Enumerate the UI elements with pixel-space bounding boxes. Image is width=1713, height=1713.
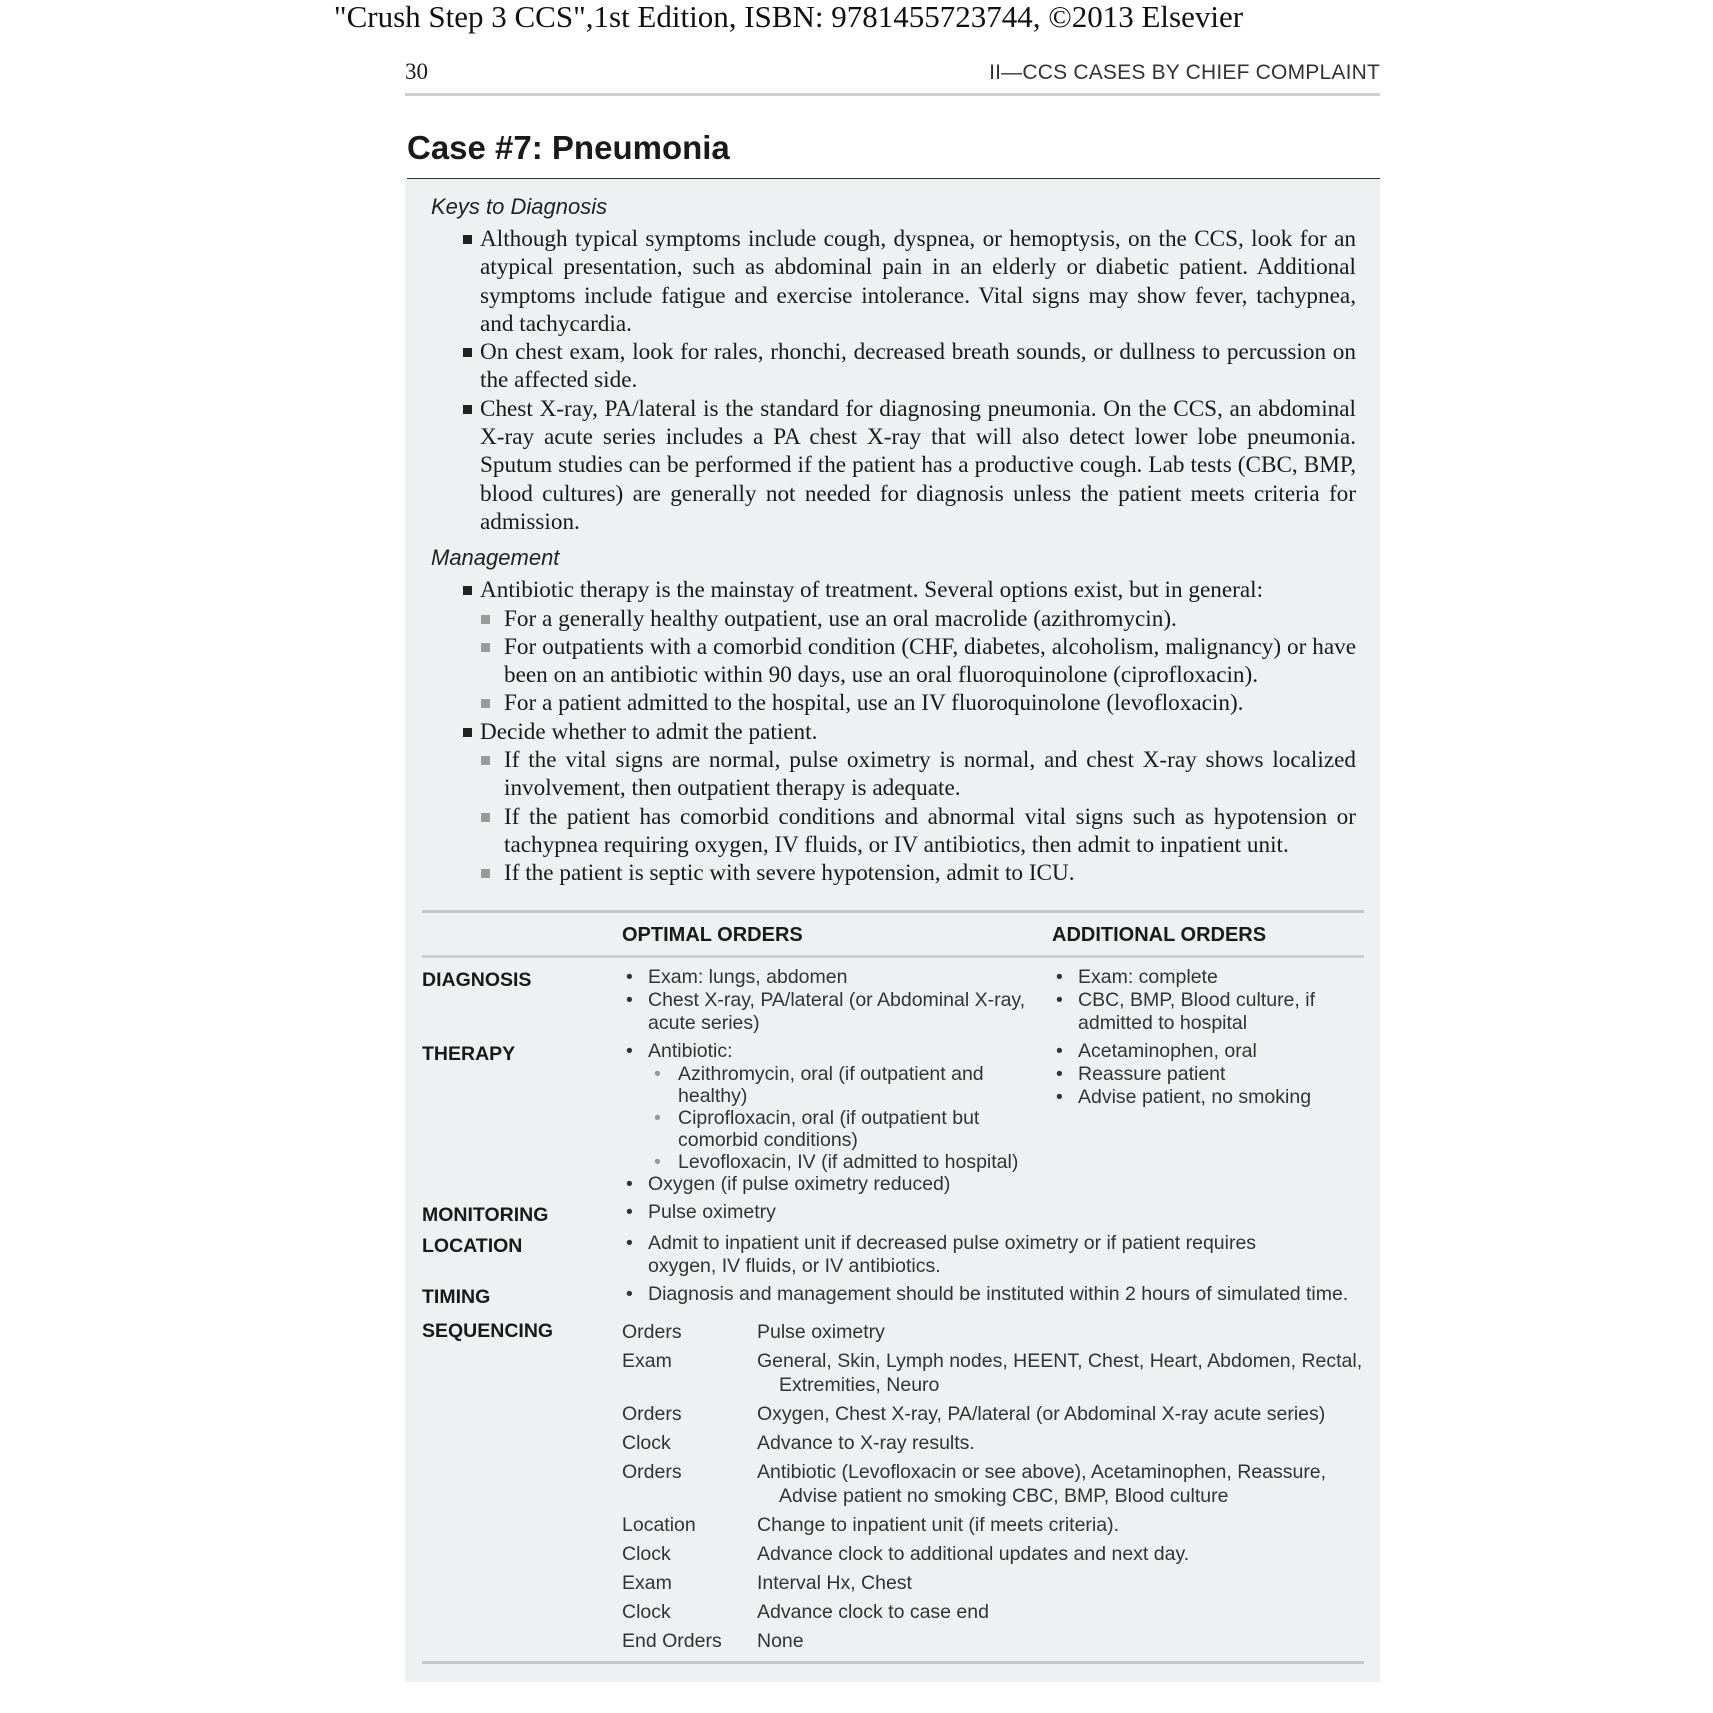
step-type: Location bbox=[622, 1513, 696, 1536]
keys-list bbox=[422, 225, 1356, 536]
sequence-step bbox=[622, 1346, 1364, 1399]
management-item-text: Antibiotic therapy is the mainstay of treatment. Several options exist, but in general: bbox=[480, 577, 1264, 604]
sequencing-steps bbox=[622, 1317, 1364, 1655]
antibiotic-option: • Azithromycin, oral (if outpatient and healthy) bbox=[648, 1063, 1052, 1107]
management-subitem: If the patient has comorbid conditions and abnormal vital signs such as hypotension or tachypnea requiring oxygen, IV fluids, or IV antibiotics, then admit to inpatient unit. bbox=[480, 803, 1356, 860]
book-page bbox=[405, 55, 1380, 1682]
step-type: Orders bbox=[622, 1402, 682, 1425]
management-list bbox=[422, 576, 1356, 887]
step-type: Exam bbox=[622, 1571, 672, 1594]
step-detail: Oxygen, Chest X-ray, PA/lateral (or Abdominal X-ray acute series) bbox=[757, 1402, 1326, 1425]
step-type: Clock bbox=[622, 1431, 671, 1454]
sequence-step bbox=[622, 1539, 1364, 1568]
sequence-step bbox=[622, 1428, 1364, 1457]
sequence-step bbox=[622, 1399, 1364, 1428]
order-item: • Acetaminophen, oral bbox=[1052, 1040, 1364, 1063]
therapy-label: THERAPY bbox=[422, 1042, 516, 1065]
case-title: Case #7: Pneumonia bbox=[407, 124, 1380, 179]
diagnosis-optimal bbox=[622, 966, 1052, 1035]
step-type: End Orders bbox=[622, 1629, 722, 1652]
step-type: Clock bbox=[622, 1542, 671, 1565]
order-item: • CBC, BMP, Blood culture, if admitted to hospital bbox=[1052, 989, 1364, 1035]
location-label: LOCATION bbox=[422, 1234, 523, 1257]
management-subitem: For a patient admitted to the hospital, use an IV fluoroquinolone (levofloxacin). bbox=[480, 689, 1356, 717]
section-title: II—CCS CASES BY CHIEF COMPLAINT bbox=[989, 61, 1380, 84]
sequence-step bbox=[622, 1568, 1364, 1597]
diagnosis-additional bbox=[1052, 966, 1364, 1035]
therapy-row bbox=[422, 1040, 1364, 1196]
running-header bbox=[405, 55, 1380, 96]
order-item: • Oxygen (if pulse oximetry reduced) bbox=[622, 1173, 1052, 1196]
order-item: • Advise patient, no smoking bbox=[1052, 1086, 1364, 1109]
step-type: Orders bbox=[622, 1320, 682, 1343]
step-detail: Advance clock to case end bbox=[757, 1600, 989, 1623]
keys-item: Although typical symptoms include cough, dyspnea, or hemoptysis, on the CCS, look for an atypical presentation, such as abdominal pain in an elderly or diabetic patient. Additional symptoms include fatigue and exercise intolerance. Vital signs may show fever, tachypnea, and tachycardia. bbox=[422, 225, 1356, 338]
order-item: • Pulse oximetry bbox=[622, 1201, 1364, 1224]
step-detail: Interval Hx, Chest bbox=[757, 1571, 912, 1594]
keys-item: On chest exam, look for rales, rhonchi, decreased breath sounds, or dullness to percussion on the affected side. bbox=[422, 338, 1356, 395]
monitoring-value bbox=[622, 1201, 1364, 1224]
order-item: • Exam: lungs, abdomen bbox=[622, 966, 1052, 989]
order-item: • Diagnosis and management should be instituted within 2 hours of simulated time. bbox=[622, 1283, 1354, 1306]
step-type: Exam bbox=[622, 1349, 672, 1372]
case-panel bbox=[405, 179, 1380, 1682]
management-item bbox=[422, 576, 1356, 717]
timing-label: TIMING bbox=[422, 1285, 491, 1308]
order-item: • Chest X-ray, PA/lateral (or Abdominal X-ray, acute series) bbox=[622, 989, 1052, 1035]
source-citation: "Crush Step 3 CCS",1st Edition, ISBN: 9781455723744, ©2013 Elsevier bbox=[333, 0, 1244, 34]
diagnosis-row bbox=[422, 966, 1364, 1035]
management-heading: Management bbox=[431, 545, 560, 571]
step-detail: General, Skin, Lymph nodes, HEENT, Chest, Heart, Abdomen, Rectal, Extremities, Neuro bbox=[757, 1349, 1363, 1396]
orders-table bbox=[422, 910, 1364, 1664]
management-sublist bbox=[480, 605, 1356, 718]
therapy-optimal bbox=[622, 1040, 1052, 1196]
management-subitem: For a generally healthy outpatient, use an oral macrolide (azithromycin). bbox=[480, 605, 1356, 633]
order-item: • Admit to inpatient unit if decreased pulse oximetry or if patient requires oxygen, IV fluids, or IV antibiotics. bbox=[622, 1232, 1304, 1278]
keys-heading: Keys to Diagnosis bbox=[431, 194, 608, 219]
timing-row bbox=[422, 1283, 1364, 1309]
step-detail: Pulse oximetry bbox=[757, 1320, 885, 1343]
management-subitem: If the patient is septic with severe hypotension, admit to ICU. bbox=[480, 859, 1356, 887]
diagnosis-label: DIAGNOSIS bbox=[422, 968, 532, 991]
sequence-step bbox=[622, 1626, 1364, 1655]
location-value bbox=[622, 1232, 1364, 1278]
antibiotic-label: Antibiotic: bbox=[648, 1039, 733, 1062]
location-row bbox=[422, 1232, 1364, 1278]
keys-item: Chest X-ray, PA/lateral is the standard for diagnosing pneumonia. On the CCS, an abdominal X-ray acute series includes a PA chest X-ray that will also detect lower lobe pneumonia. Sputum studies can be performed if the patient has a productive cough. Lab tests (CBC, BMP, blood cultures) are generally not needed for diagnosis unless the patient meets criteria for admission. bbox=[422, 395, 1356, 536]
antibiotic-option: • Ciprofloxacin, oral (if outpatient but comorbid conditions) bbox=[648, 1107, 1052, 1151]
management-sublist bbox=[480, 746, 1356, 887]
step-detail: Advance to X-ray results. bbox=[757, 1431, 975, 1454]
sequencing-row bbox=[422, 1317, 1364, 1655]
order-item bbox=[622, 1040, 1052, 1173]
monitoring-row bbox=[422, 1201, 1364, 1227]
timing-value bbox=[622, 1283, 1364, 1306]
order-item: • Reassure patient bbox=[1052, 1063, 1364, 1086]
management-item-text: Decide whether to admit the patient. bbox=[480, 718, 818, 745]
step-type: Clock bbox=[622, 1600, 671, 1623]
sequence-step bbox=[622, 1597, 1364, 1626]
therapy-additional bbox=[1052, 1040, 1364, 1109]
monitoring-label: MONITORING bbox=[422, 1203, 549, 1226]
management-item bbox=[422, 718, 1356, 888]
optimal-orders-heading: OPTIMAL ORDERS bbox=[622, 924, 803, 947]
sequencing-table bbox=[622, 1317, 1364, 1655]
antibiotic-option: • Levofloxacin, IV (if admitted to hospital) bbox=[648, 1151, 1052, 1173]
step-type: Orders bbox=[622, 1460, 682, 1483]
page-number: 30 bbox=[405, 59, 428, 84]
orders-header-row bbox=[422, 913, 1364, 958]
step-detail: Antibiotic (Levofloxacin or see above), Acetaminophen, Reassure, Advise patient no smoking CBC, BMP, Blood culture bbox=[757, 1460, 1327, 1507]
step-detail: None bbox=[757, 1629, 804, 1652]
sequence-step bbox=[622, 1317, 1364, 1346]
additional-orders-heading: ADDITIONAL ORDERS bbox=[1052, 924, 1267, 947]
management-subitem: If the vital signs are normal, pulse oximetry is normal, and chest X-ray shows localized involvement, then outpatient therapy is adequate. bbox=[480, 746, 1356, 803]
step-detail: Advance clock to additional updates and next day. bbox=[757, 1542, 1190, 1565]
order-item: • Exam: complete bbox=[1052, 966, 1364, 989]
sequence-step bbox=[622, 1457, 1364, 1510]
step-detail: Change to inpatient unit (if meets criteria). bbox=[757, 1513, 1120, 1536]
sequence-step bbox=[622, 1510, 1364, 1539]
management-subitem: For outpatients with a comorbid condition (CHF, diabetes, alcoholism, malignancy) or have been on an antibiotic within 90 days, use an oral fluoroquinolone (ciprofloxacin). bbox=[480, 633, 1356, 690]
sequencing-label: SEQUENCING bbox=[422, 1319, 554, 1342]
